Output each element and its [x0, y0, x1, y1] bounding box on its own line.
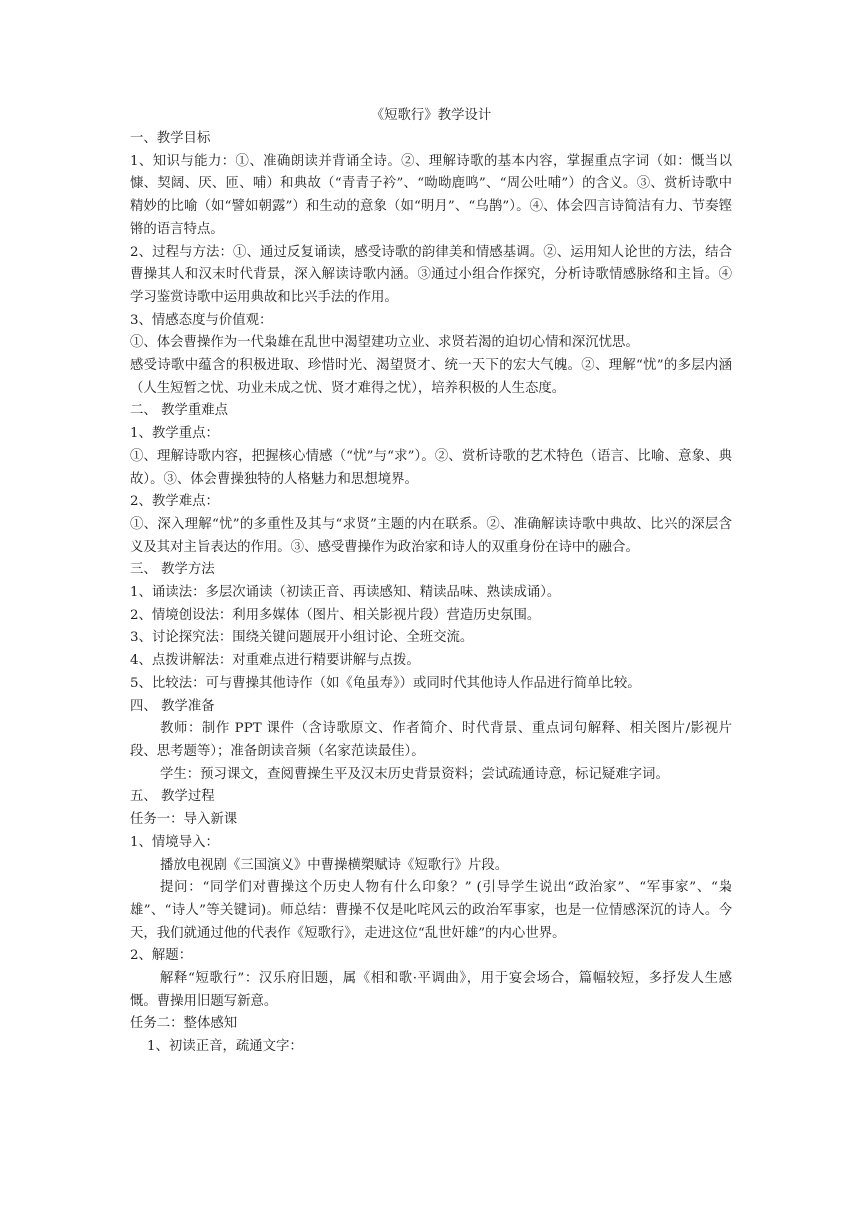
- text-line: 教师：制作 PPT 课件（含诗歌原文、作者简介、时代背景、重点词句解释、相关图片/影视片段、思考题等）；准备朗读音频（名家范读最佳）。: [130, 721, 732, 759]
- document-body: [130, 128, 732, 1059]
- text-line: ①、理解诗歌内容，把握核心情感（“忧”与“求”）。②、赏析诗歌的艺术特色（语言、比喻、意象、典故）。③、体会曹操独特的人格魅力和思想境界。: [130, 448, 732, 487]
- text-line: 1、情境导入：: [130, 834, 219, 850]
- text-line: 2、解题：: [130, 948, 193, 964]
- text-line: 3、情感态度与价值观：: [130, 312, 273, 328]
- text-line: 5、比较法：可与曹操其他诗作（如《龟虽寿》）或同时代其他诗人作品进行简单比较。: [130, 675, 641, 691]
- text-line: 1、知识与能力：①、准确朗读并背诵全诗。②、理解诗歌的基本内容，掌握重点字词（如：慨当以慷、契阔、厌、匝、哺）和典故（“青青子衿”、“呦呦鹿鸣”、“周公吐哺”）的含义。③、赏析诗歌中精妙的比喻（如“譬如朝露”）和生动的意象（如“明月”、“乌鹊”）。④、体会四言诗简洁有力、节奏铿锵的语言特点。: [130, 153, 732, 237]
- text-line: 一、教学目标: [130, 131, 211, 146]
- text-line: 任务一：导入新课: [130, 812, 238, 828]
- text-line: 3、讨论探究法：围绕关键问题展开小组讨论、全班交流。: [130, 630, 474, 646]
- text-line: ①、体会曹操作为一代枭雄在乱世中渴望建功立业、求贤若渴的迫切心情和深沉忧思。: [130, 335, 639, 351]
- section-heading: 五、 教学过程: [130, 789, 215, 805]
- text-line: 学生：预习课文，查阅曹操生平及汉末历史背景资料；尝试疏通诗意，标记疑难字词。: [160, 766, 669, 782]
- text-line: 2、情境创设法：利用多媒体（图片、相关影视片段）营造历史氛围。: [130, 607, 541, 623]
- section-heading: 四、 教学准备: [130, 698, 215, 714]
- text-line: 2、教学难点：: [130, 494, 219, 510]
- text-line: 1、初读正音，疏通文字：: [147, 1039, 303, 1055]
- section-heading: 三、 教学方法: [130, 562, 215, 578]
- text-line: 2、过程与方法：①、通过反复诵读，感受诗歌的韵律美和情感基调。②、运用知人论世的方法，结合曹操其人和汉末时代背景，深入解读诗歌内涵。③通过小组合作探究，分析诗歌情感脉络和主旨。④学习鉴赏诗歌中运用典故和比兴手法的作用。: [130, 244, 732, 305]
- text-line: 1、诵读法：多层次诵读（初读正音、再读感知、精读品味、熟读成诵）。: [130, 585, 561, 601]
- text-line: 4、点拨讲解法：对重难点进行精要讲解与点拨。: [130, 653, 420, 669]
- text-line: 解释“短歌行”：汉乐府旧题，属《相和歌·平调曲》，用于宴会场合，篇幅较短，多抒发人生感慨。曹操用旧题写新意。: [130, 971, 732, 1009]
- text-line: ①、深入理解“忧”的多重性及其与“求贤”主题的内在联系。②、准确解读诗歌中典故、比兴的深层含义及其对主旨表达的作用。③、感受曹操作为政治家和诗人的双重身份在诗中的融合。: [130, 516, 732, 555]
- text-line: 提问：“同学们对曹操这个历史人物有什么印象？” (引导学生说出“政治家”、“军事家”、“枭雄”、“诗人”等关键词)。师总结：曹操不仅是叱咤风云的政治军事家，也是一位情感深沉的诗人。今天，我们就通过他的代表作《短歌行》，走进这位“乱世奸雄”的内心世界。: [130, 880, 732, 941]
- text-line: 任务二：整体感知: [130, 1016, 238, 1032]
- text-line: 1、教学重点：: [130, 426, 219, 442]
- text-line: 感受诗歌中蕴含的积极进取、珍惜时光、渴望贤才、统一天下的宏大气魄。②、理解“忧”的多层内涵（人生短暂之忧、功业未成之忧、贤才难得之忧），培养积极的人生态度。: [130, 358, 732, 396]
- document-title: 《短歌行》教学设计: [370, 108, 492, 123]
- section-heading: 二、 教学重难点: [130, 403, 228, 419]
- text-line: 播放电视剧《三国演义》中曹操横槊赋诗《短歌行》片段。: [160, 857, 509, 873]
